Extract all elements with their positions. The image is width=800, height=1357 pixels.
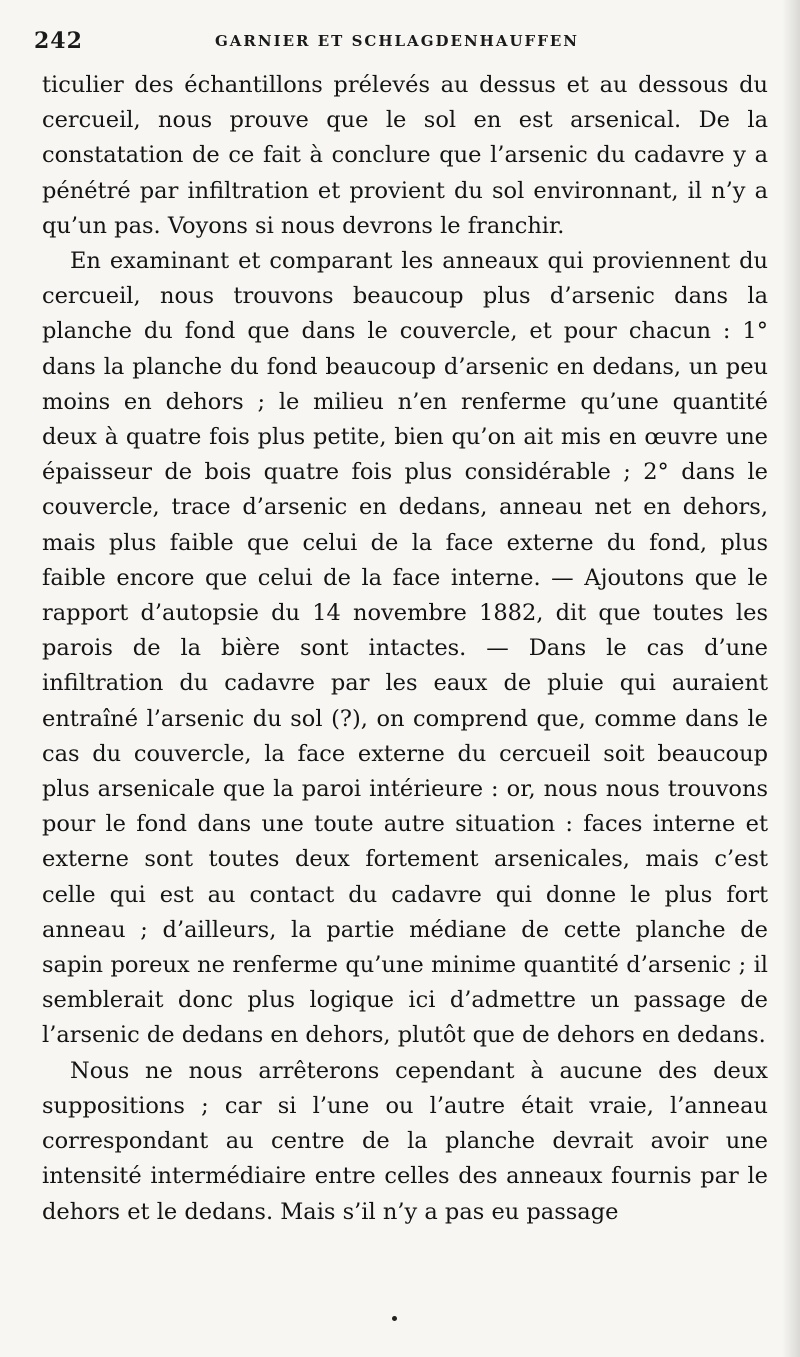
printer-mark-dot <box>392 1316 397 1321</box>
paragraph-anneaux: En examinant et comparant les anneaux qui proviennent du cercueil, nous trouvons beaucoup plus d’arsenic dans la planche du fond que dans le couvercle, et pour chacun : 1° dans la planche du fond beaucoup d’arsenic en dedans, un peu moins en dehors ; le milieu n’en renferme qu’une quantité deux à quatre fois plus petite, bien qu’on ait mis en œuvre une épaisseur de bois quatre fois plus considérable ; 2° dans le couvercle, trace d’arsenic en dedans, anneau net en dehors, mais plus faible que celui de la face externe du fond, plus faible encore que celui de la face interne. — Ajoutons que le rapport d’autopsie du 14 novembre 1882, dit que toutes les parois de la bière sont intactes. — Dans le cas d’une infiltration du cadavre par les eaux de pluie qui auraient entraîné l’arsenic du sol (?), on comprend que, comme dans le cas du couvercle, la face externe du cercueil soit beaucoup plus arsenicale que la paroi intérieure : or, nous nous trouvons pour le fond dans une toute autre situation : faces interne et externe sont toutes deux fortement arsenicales, mais c’est celle qui est au contact du cadavre qui donne le plus fort anneau ; d’ailleurs, la partie médiane de cette planche de sapin poreux ne renferme qu’une minime quantité d’arsenic ; il semblerait donc plus logique ici d’admettre un passage de l’arsenic de dedans en dehors, plutôt que de dehors en dedans. <box>42 248 768 1049</box>
running-head: GARNIER ET SCHLAGDENHAUFFEN <box>214 32 579 50</box>
body-text <box>42 68 768 1230</box>
paragraph-continuation: ticulier des échantillons prélevés au dessus et au dessous du cercueil, nous prouve que le sol en est arsenical. De la constatation de ce fait à conclure que l’arsenic du cadavre y a pénétré par infiltration et provient du sol environnant, il n’y a qu’un pas. Voyons si nous devrons le franchir. <box>42 72 768 239</box>
paragraph-suppositions: Nous ne nous arrêterons cependant à aucune des deux suppositions ; car si l’une ou l’autre était vraie, l’anneau correspondant au centre de la planche devrait avoir une intensité intermédiaire entre celles des anneaux fournis par le dehors et le dedans. Mais s’il n’y a pas eu passage <box>42 1057 768 1225</box>
page-footer <box>0 1310 800 1340</box>
page-header <box>34 28 760 58</box>
page-number: 242 <box>34 28 83 54</box>
page-edge-shadow <box>782 0 800 1357</box>
